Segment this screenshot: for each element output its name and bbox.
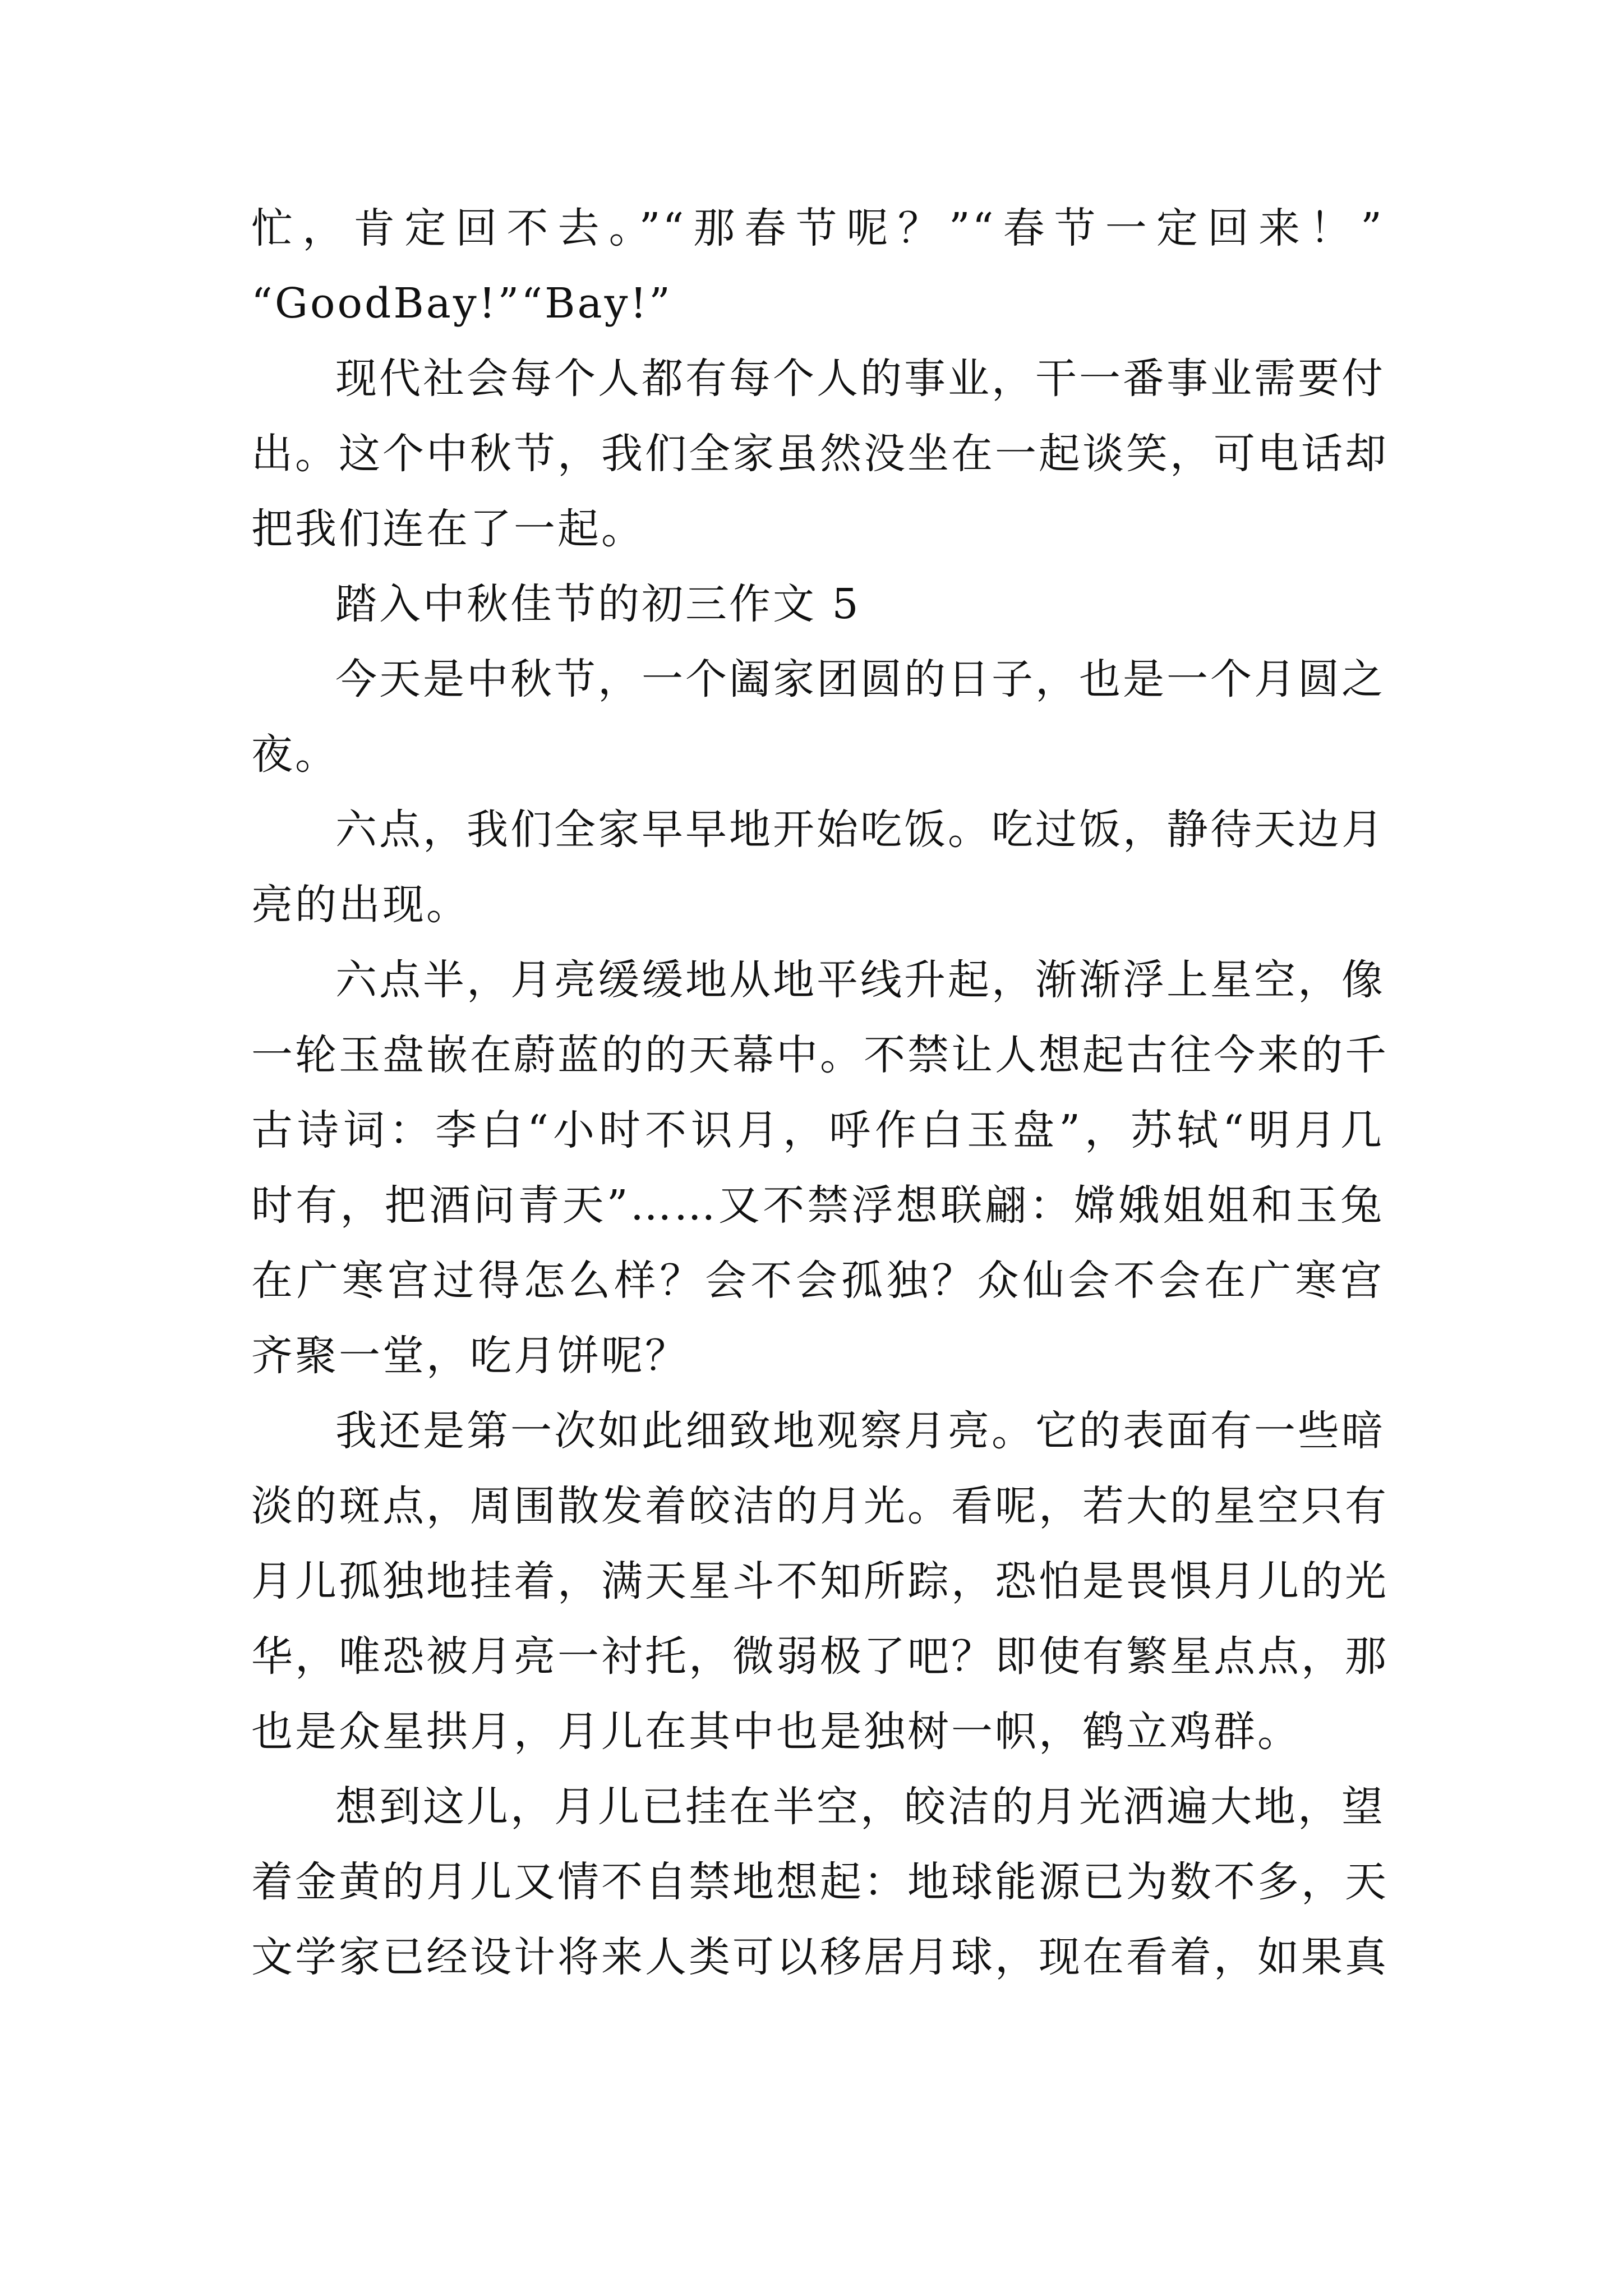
paragraph: [251, 1393, 1389, 1769]
text-line: 文学家已经设计将来人类可以移居月球，现在看着，如果真: [251, 1933, 1389, 1981]
text-line: “GoodBay!”“Bay!”: [251, 279, 672, 328]
paragraph: [251, 567, 1384, 642]
document-body: [251, 191, 1389, 1995]
text-line: 淡的斑点，周围散发着皎洁的月光。看呢，若大的星空只有: [251, 1482, 1389, 1530]
text-line: 今天是中秋节，一个阖家团圆的日子，也是一个月圆之: [335, 655, 1385, 703]
text-line: 六点半，月亮缓缓地从地平线升起，渐渐浮上星空，像: [335, 956, 1385, 1004]
text-line: 月儿孤独地挂着，满天星斗不知所踪，恐怕是畏惧月儿的光: [251, 1557, 1389, 1605]
paragraph: [251, 341, 1389, 567]
text-line: 亮的出现。: [251, 881, 470, 929]
text-line: 我还是第一次如此细致地观察月亮。它的表面有一些暗: [335, 1407, 1385, 1455]
paragraph: [251, 642, 1384, 792]
text-line: 现代社会每个人都有每个人的事业，干一番事业需要付: [335, 355, 1385, 403]
text-line: 齐聚一堂，吃月饼呢？: [251, 1332, 689, 1380]
text-line: 着金黄的月儿又情不自禁地想起：地球能源已为数不多，天: [251, 1858, 1389, 1906]
text-line: 出。这个中秋节，我们全家虽然没坐在一起谈笑，可电话却: [251, 430, 1389, 478]
paragraph: [251, 792, 1384, 942]
paragraph: [251, 942, 1389, 1393]
text-line: 时有，把酒问青天”……又不禁浮想联翩：嫦娥姐姐和玉兔: [251, 1181, 1384, 1230]
text-line: 夜。: [251, 730, 339, 779]
text-line: 古诗词：李白“小时不识月，呼作白玉盘”，苏轼“明月几: [251, 1106, 1384, 1154]
text-line: 一轮玉盘嵌在蔚蓝的的天幕中。不禁让人想起古往今来的千: [251, 1031, 1389, 1079]
text-line: 把我们连在了一起。: [251, 505, 645, 553]
text-line: 踏入中秋佳节的初三作文 5: [335, 580, 861, 628]
paragraph: [251, 1769, 1389, 1995]
text-line: 在广寒宫过得怎么样？会不会孤独？众仙会不会在广寒宫: [251, 1257, 1384, 1305]
text-line: 忙，肯定回不去。”“那春节呢？”“春节一定回来！”: [251, 204, 1384, 252]
text-line: 华，唯恐被月亮一衬托，微弱极了吧？即使有繁星点点，那: [251, 1632, 1389, 1681]
paragraph: [251, 191, 1384, 341]
text-line: 也是众星拱月，月儿在其中也是独树一帜，鹤立鸡群。: [251, 1708, 1301, 1756]
text-line: 六点，我们全家早早地开始吃饭。吃过饭，静待天边月: [335, 806, 1385, 854]
text-line: 想到这儿，月儿已挂在半空，皎洁的月光洒遍大地，望: [335, 1783, 1385, 1831]
